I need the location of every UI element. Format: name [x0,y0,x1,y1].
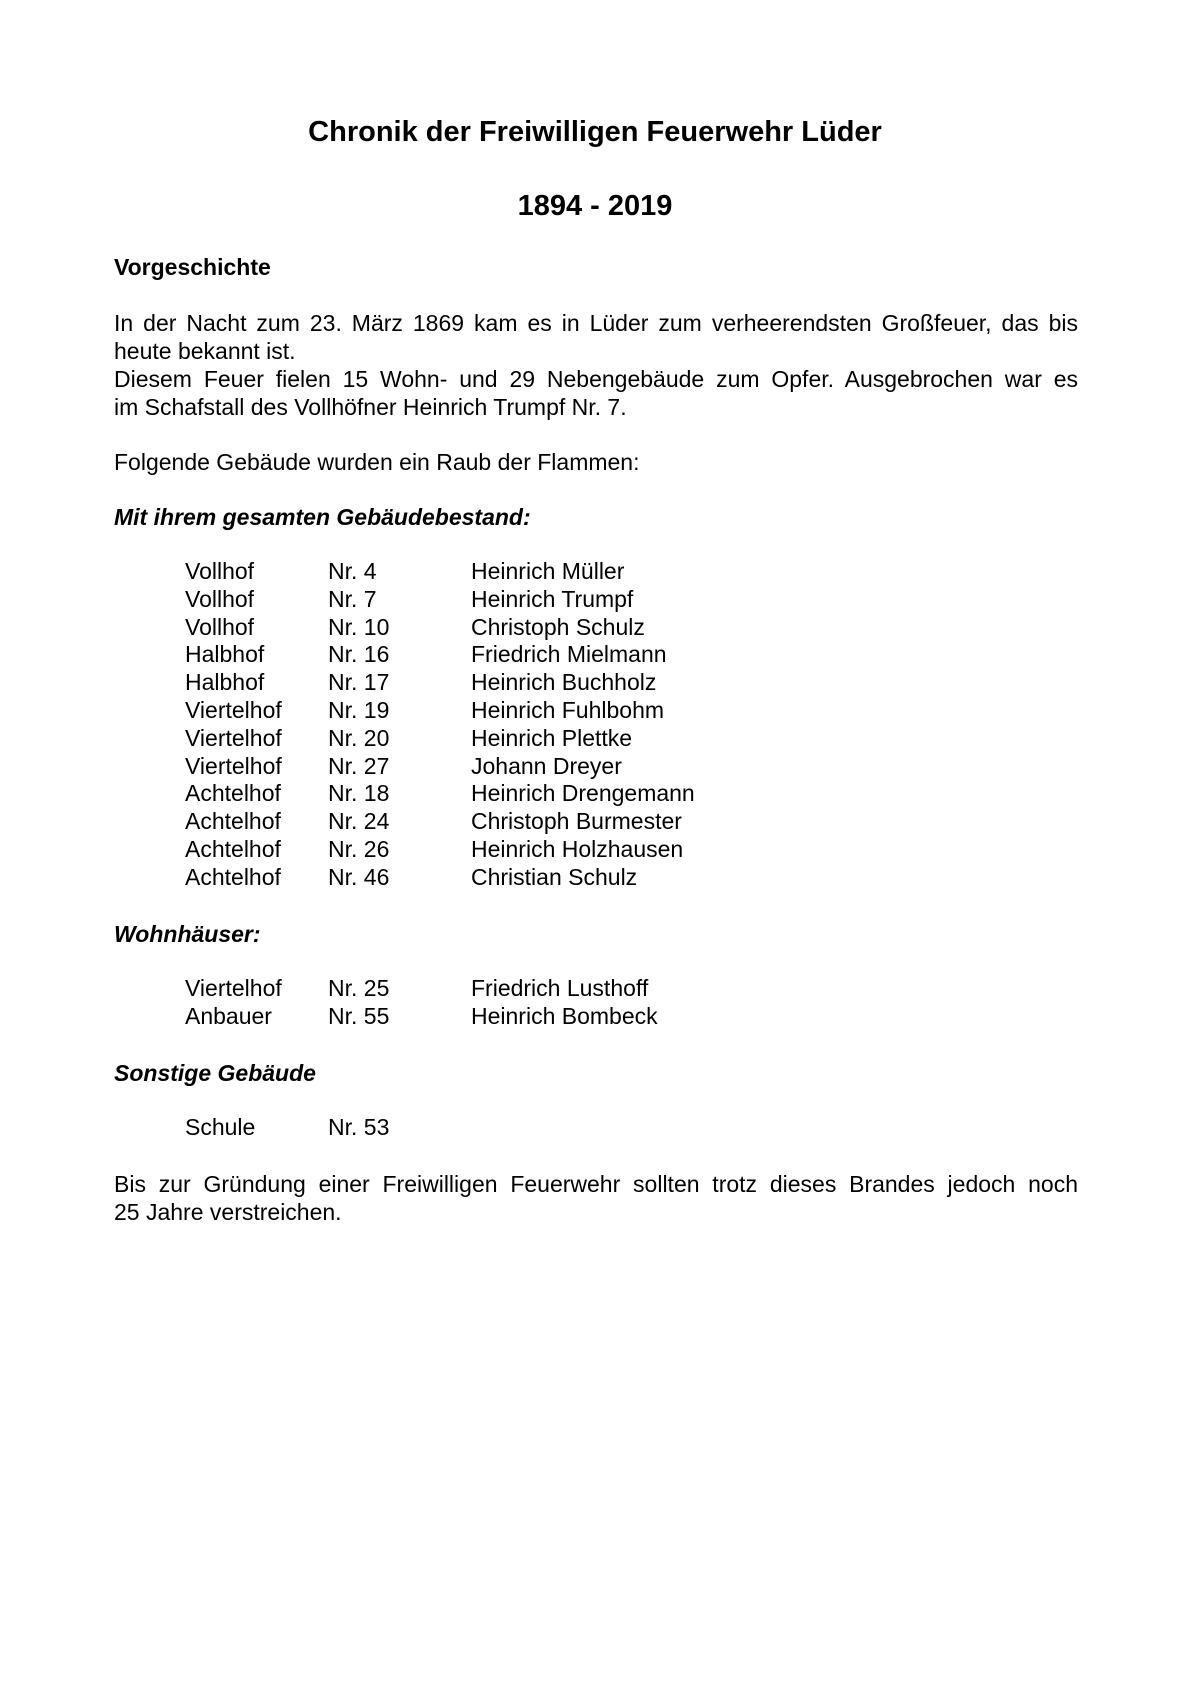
farm-type: Halbhof [185,669,265,696]
document-title: Chronik der Freiwilligen Feuerwehr Lüder [308,116,882,148]
intro-paragraph [114,309,1078,421]
intro-line: im Schafstall des Vollhöfner Heinrich Trumpf Nr. 7. [114,394,627,420]
house-number: Nr. 4 [328,558,377,584]
farm-type: Vollhof [185,613,255,640]
house-number: Nr. 46 [328,863,390,890]
owner-name: Christian Schulz [471,863,638,890]
house-number: Nr. 53 [328,1114,390,1140]
owner-name: Christoph Schulz [471,613,645,640]
farm-type: Anbauer [185,1002,272,1029]
house-number: Nr. 24 [328,808,390,835]
house-number: Nr. 25 [328,975,390,1001]
intro-line: Diesem Feuer fielen 15 Wohn- und 29 Nebengebäude zum Opfer. Ausgebrochen war es [114,366,1078,392]
owner-name: Heinrich Fuhlbohm [471,696,665,723]
group-houses-heading: Wohnhäuser: [114,921,261,947]
group-full-heading: Mit ihrem gesamten Gebäudebestand: [114,504,531,530]
house-number: Nr. 16 [328,641,390,668]
farm-type: Achtelhof [185,863,281,890]
farm-type: Viertelhof [185,724,282,751]
owner-name: Johann Dreyer [471,752,622,779]
intro-line: heute bekannt ist. [114,338,296,364]
farm-type: Viertelhof [185,696,282,723]
house-number: Nr. 17 [328,669,390,696]
house-number: Nr. 19 [328,696,390,723]
farm-type: Vollhof [185,585,255,612]
closing-paragraph [114,1170,1078,1226]
owner-name: Heinrich Müller [471,558,625,584]
house-number: Nr. 20 [328,724,390,751]
owner-name: Heinrich Drengemann [471,780,695,807]
farm-type: Achtelhof [185,835,281,862]
house-number: Nr. 10 [328,613,390,640]
closing-line: Bis zur Gründung einer Freiwilligen Feuerwehr sollten trotz dieses Brandes jedoch noch [114,1171,1078,1197]
owner-name: Heinrich Trumpf [471,585,634,612]
farm-type: Viertelhof [185,752,282,779]
house-number: Nr. 26 [328,835,390,862]
buildings-intro: Folgende Gebäude wurden ein Raub der Flammen: [114,449,640,475]
section-heading: Vorgeschichte [114,254,271,280]
farm-type: Vollhof [185,558,255,584]
closing-line: 25 Jahre verstreichen. [114,1199,342,1225]
house-number: Nr. 18 [328,780,390,807]
farm-type: Halbhof [185,641,265,668]
owner-name: Heinrich Buchholz [471,669,657,696]
group-other-heading: Sonstige Gebäude [114,1060,316,1086]
intro-line: In der Nacht zum 23. März 1869 kam es in Lüder zum verheerendsten Großfeuer, das bis [114,310,1078,336]
house-number: Nr. 27 [328,752,390,779]
owner-name: Friedrich Mielmann [471,641,667,668]
owner-name: Heinrich Bombeck [471,1002,658,1029]
house-number: Nr. 7 [328,585,377,612]
owner-name: Friedrich Lusthoff [471,975,649,1001]
farm-type: Achtelhof [185,808,281,835]
building-type: Schule [185,1114,256,1140]
farm-type: Viertelhof [185,975,282,1001]
owner-name: Christoph Burmester [471,808,682,835]
owner-name: Heinrich Holzhausen [471,835,684,862]
owner-name: Heinrich Plettke [471,724,633,751]
document-years: 1894 - 2019 [517,190,673,222]
house-number: Nr. 55 [328,1002,390,1029]
farm-type: Achtelhof [185,780,281,807]
